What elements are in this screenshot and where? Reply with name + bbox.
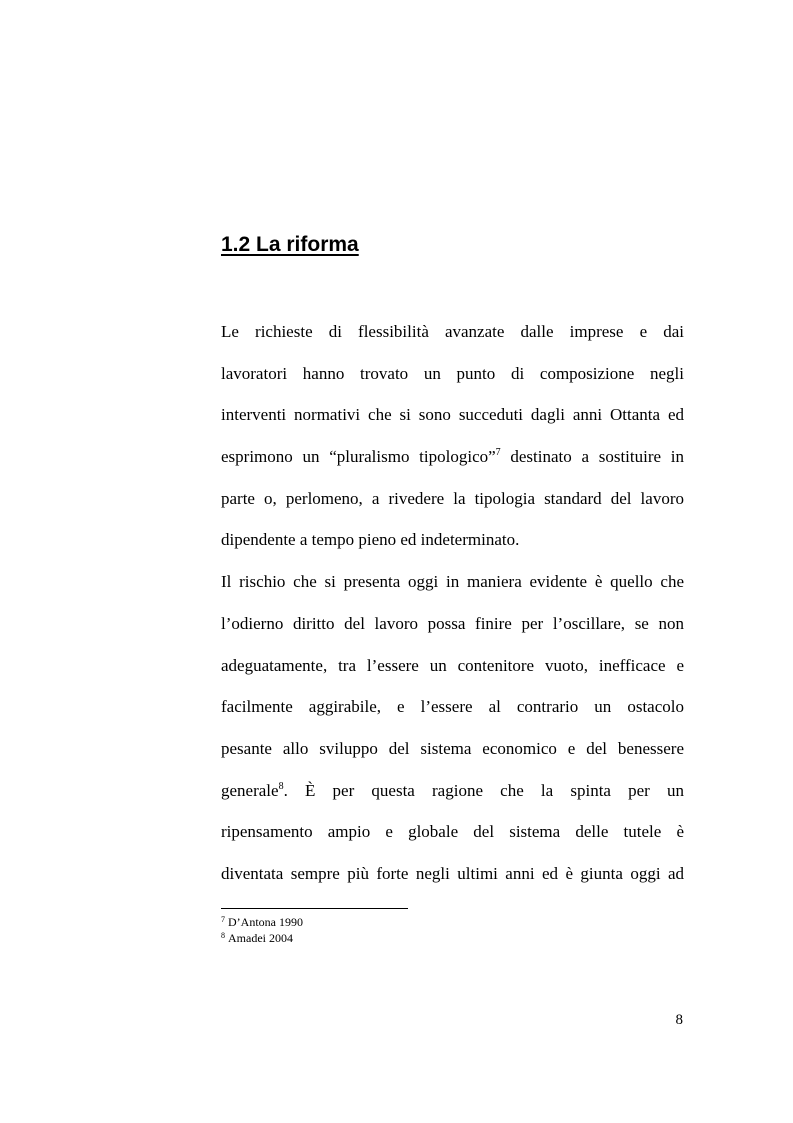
section-heading: 1.2 La riforma	[221, 233, 359, 256]
body-paragraphs	[221, 316, 684, 900]
text-line: dipendente a tempo pieno ed indeterminato.	[221, 530, 520, 550]
page-number: 8	[675, 1012, 683, 1028]
footnote-ref: 8	[278, 780, 284, 792]
text-line: facilmente aggirabile, e l’essere al contrario un ostacolo	[221, 697, 684, 717]
text-line: l’odierno diritto del lavoro possa finire per l’oscillare, se non	[221, 613, 684, 633]
text-line: ripensamento ampio e globale del sistema delle tutele è	[221, 822, 684, 842]
footnotes	[221, 914, 303, 946]
text-line: esprimono un “pluralismo tipologico”$^7$ destinato a sostituire in	[221, 447, 684, 467]
text-line: Il rischio che si presenta oggi in maniera evidente è quello che	[221, 572, 684, 592]
text-line: generale$^8$. È per questa ragione che la spinta per un	[221, 780, 684, 800]
text-line: adeguatamente, tra l’essere un contenitore vuoto, inefficace e	[221, 655, 684, 675]
text-line: Le richieste di flessibilità avanzate dalle imprese e dai	[221, 322, 684, 341]
text-line: parte o, perlomeno, a rivedere la tipologia standard del lavoro	[221, 488, 684, 508]
footnote: $^7$ D’Antona 1990	[221, 915, 303, 929]
text-line: diventata sempre più forte negli ultimi anni ed è giunta oggi ad	[221, 863, 684, 883]
text-line: interventi normativi che si sono succeduti dagli anni Ottanta ed	[221, 405, 684, 425]
text-line: pesante allo sviluppo del sistema economico e del benessere	[221, 738, 684, 758]
text-line: lavoratori hanno trovato un punto di composizione negli	[221, 363, 684, 383]
footnote-separator	[221, 908, 408, 909]
footnote: $^8$ Amadei 2004	[221, 931, 293, 945]
footnote-ref: 7	[495, 447, 501, 459]
